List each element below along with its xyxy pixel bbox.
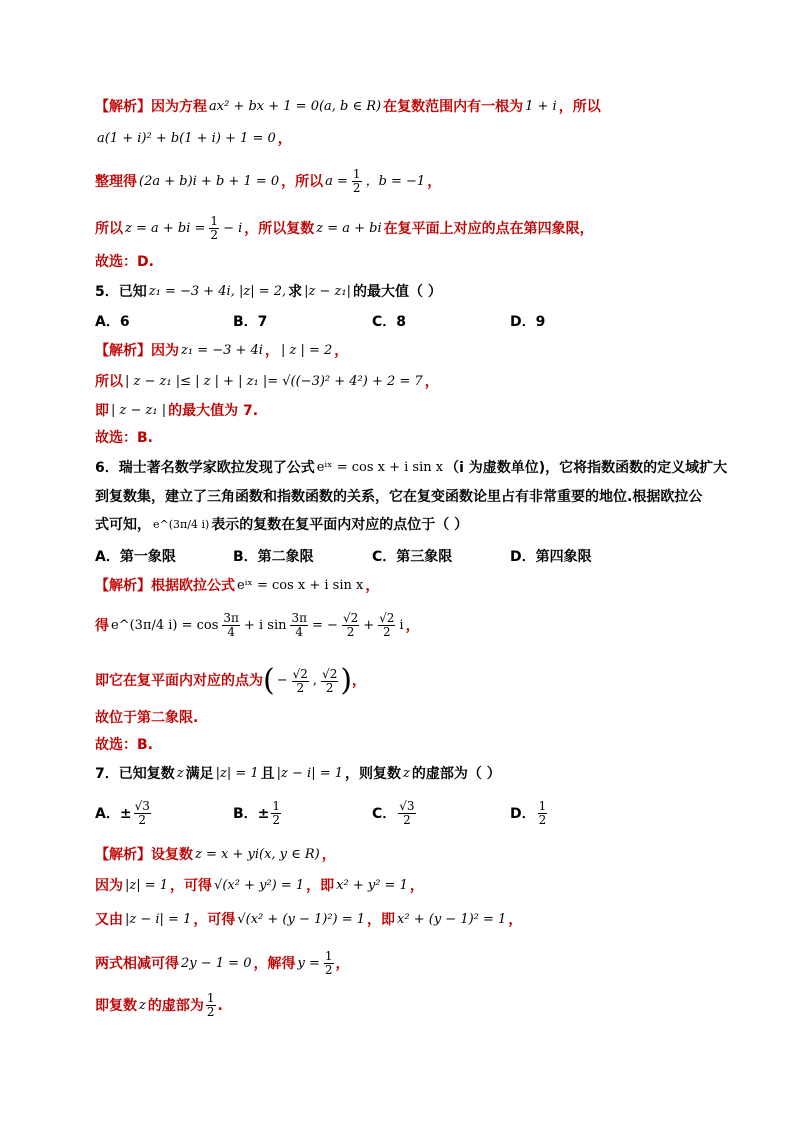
text: 设复数: [151, 847, 193, 863]
equation: |z| = 1: [125, 878, 169, 893]
question-7-options: [95, 800, 695, 832]
answer: 故选：D.: [95, 254, 154, 270]
equation: ，b = −1: [365, 173, 426, 189]
equation: eⁱˣ = cos x + i sin x: [237, 578, 364, 593]
left-paren: (: [263, 663, 275, 698]
question-5: [95, 282, 442, 302]
solution-line-3: [95, 168, 441, 195]
text: 7．已知复数: [95, 766, 175, 782]
solution-7-line-5: [95, 992, 223, 1019]
text: ，所以: [558, 99, 601, 115]
equation: |z − i| = 1: [276, 766, 344, 781]
fraction: $\frac{√3}{2}$: [399, 799, 415, 827]
equation: y =: [297, 955, 320, 971]
solution-6-line-1: [95, 576, 379, 596]
text: 因为方程: [151, 99, 207, 115]
fraction: $\frac{1}{2}$: [538, 799, 547, 827]
text: ，可得: [193, 912, 236, 928]
answer: 故选：B.: [95, 430, 153, 446]
text: 且: [260, 766, 275, 782]
text: 满足: [185, 766, 214, 782]
option-c[interactable]: C．第三象限: [372, 549, 453, 565]
equation: | z − z₁ |≤ | z | + | z₁ |= √((−3)² + 4²) + 2 = 7: [125, 374, 423, 389]
solution-7-line-3: [95, 910, 522, 930]
equation: z = a + bi =: [125, 220, 206, 236]
text: ，: [365, 578, 380, 594]
equation: ,: [312, 673, 318, 688]
equation: +: [363, 617, 375, 633]
text: ，: [352, 673, 367, 689]
option-c[interactable]: C． $\frac{√3}{2}$: [372, 799, 415, 827]
option-a[interactable]: A．第一象限: [95, 549, 176, 565]
text: 6．瑞士著名数学家欧拉发现了公式: [95, 460, 315, 476]
question-6-line-3: [95, 515, 468, 535]
solution-label: 【解析】: [95, 847, 151, 863]
solution-line-2: [95, 129, 292, 149]
text: ，: [508, 912, 523, 928]
text: ，即: [306, 878, 335, 894]
text: 因为: [95, 878, 123, 894]
text: ，则复数: [345, 766, 402, 782]
equation: z₁ = −3 + 4i: [181, 343, 263, 358]
fraction: $\frac{3\pi}{4}$: [223, 611, 239, 639]
text: 5．已知: [95, 284, 147, 300]
question-6-line-2: [95, 487, 702, 507]
equation: = −: [312, 617, 338, 633]
text: 所以: [95, 374, 123, 390]
equation: x² + (y − 1)² = 1: [397, 912, 507, 927]
text: 在复数范围内有一根为: [383, 99, 524, 115]
answer: 故选：B.: [95, 737, 153, 753]
equation: a =: [325, 173, 348, 189]
equation: 2y − 1 = 0: [181, 955, 252, 971]
text: ，: [321, 847, 336, 863]
equation: x² + y² = 1: [336, 878, 408, 893]
equation: | z | = 2: [280, 343, 333, 358]
fraction: $\frac{√2}{2}$: [322, 666, 338, 695]
option-a[interactable]: A．6: [95, 314, 130, 330]
solution-7-line-1: [95, 845, 336, 865]
equation: ax² + bx + 1 = 0(a, b ∈ R): [209, 99, 382, 114]
solution-7-line-4: [95, 950, 350, 977]
text: 的最大值为 7.: [168, 403, 259, 419]
answer-line: [95, 735, 153, 755]
text: 即: [95, 403, 109, 419]
option-a[interactable]: A．± $\frac{√3}{2}$: [95, 799, 150, 827]
text: 故位于第二象限.: [95, 710, 199, 726]
answer-line: [95, 428, 153, 448]
question-6-options: [95, 547, 695, 567]
equation: z = x + yi(x, y ∈ R): [195, 847, 320, 862]
text: 式可知，: [95, 517, 151, 533]
option-d[interactable]: D．9: [510, 314, 546, 330]
fraction: $\frac{√3}{2}$: [134, 799, 150, 827]
solution-6-line-2: [95, 612, 420, 639]
solution-5-line-3: [95, 401, 258, 421]
fraction: $\frac{1}{2}$: [206, 991, 215, 1019]
text: 两式相减可得: [95, 955, 179, 972]
text: 即复数: [95, 997, 137, 1014]
text: ，: [277, 131, 292, 147]
option-d[interactable]: D． $\frac{1}{2}$: [510, 799, 547, 827]
text: ，: [334, 343, 349, 359]
equation: e^(3π/4 i): [153, 518, 210, 531]
equation: z₁ = −3 + 4i, |z| = 2,: [148, 284, 287, 299]
equation: √(x² + (y − 1)²) = 1: [237, 912, 366, 927]
text: 因为: [151, 343, 179, 359]
fraction: $\frac{1}{2}$: [352, 167, 361, 195]
equation: − i: [223, 220, 243, 236]
solution-line-4: [95, 215, 594, 242]
question-6-line-1: [95, 458, 727, 478]
solution-label: 【解析】: [95, 343, 151, 359]
text: ，: [409, 878, 424, 894]
equation: |z − z₁|: [304, 284, 351, 299]
equation: z = a + bi: [316, 220, 382, 236]
variable: z: [403, 766, 410, 781]
text: .: [217, 997, 223, 1014]
text: 所以: [95, 220, 123, 237]
option-b[interactable]: B．第二象限: [233, 549, 314, 565]
equation: | z − z₁ |: [111, 403, 167, 418]
fraction: $\frac{√2}{2}$: [342, 611, 359, 639]
fraction: $\frac{√2}{2}$: [292, 666, 308, 695]
equation: √(x² + y²) = 1: [214, 878, 305, 893]
text: 在复平面上对应的点在第四象限，: [383, 220, 594, 237]
solution-6-line-4: [95, 708, 198, 728]
question-7: [95, 764, 501, 784]
equation: a(1 + i)² + b(1 + i) + 1 = 0: [97, 131, 276, 146]
equation: + i sin: [243, 617, 287, 633]
solution-label: 【解析】: [95, 99, 151, 115]
text: ，即: [367, 912, 396, 928]
text: 的虚部为: [147, 997, 204, 1014]
solution-6-line-3: [95, 663, 367, 698]
text: 得: [95, 617, 109, 634]
fraction: $\frac{1}{2}$: [210, 214, 219, 242]
text: ，: [424, 374, 439, 390]
solution-7-line-2: [95, 876, 424, 896]
option-b[interactable]: B．± $\frac{1}{2}$: [233, 799, 281, 827]
text: 整理得: [95, 173, 137, 190]
option-b[interactable]: B．7: [233, 314, 268, 330]
text: ，: [405, 617, 420, 634]
equation: i: [399, 617, 404, 633]
text: 到复数集，建立了三角函数和指数函数的关系，它在复变函数论里占有非常重要的地位.根据欧拉公: [95, 489, 703, 505]
text: 的最大值（ ）: [352, 284, 442, 300]
text: ，: [264, 343, 279, 359]
text: ，解得: [253, 955, 296, 972]
question-5-options: [95, 312, 695, 332]
text: ，所以复数: [244, 220, 315, 237]
text: 的虚部为（ ）: [411, 766, 501, 782]
equation: |z − i| = 1: [125, 912, 192, 927]
option-d[interactable]: D．第四象限: [510, 549, 592, 565]
text: 根据欧拉公式: [151, 578, 235, 594]
root: 1 + i: [525, 99, 557, 114]
text: ，可得: [170, 878, 213, 894]
variable: z: [176, 766, 184, 781]
text: ，所以: [281, 173, 324, 190]
variable: z: [139, 997, 146, 1013]
solution-label: 【解析】: [95, 578, 151, 594]
text: 即它在复平面内对应的点为: [95, 673, 263, 689]
fraction: $\frac{3\pi}{4}$: [291, 611, 308, 639]
solution-5-line-1: [95, 341, 348, 361]
equation: (2a + b)i + b + 1 = 0: [139, 173, 280, 189]
equation: |z| = 1: [215, 766, 259, 781]
text: 求: [288, 284, 303, 300]
right-paren: ): [340, 663, 353, 698]
solution-line-1: [95, 97, 601, 117]
text: ，: [335, 955, 350, 972]
fraction: $\frac{1}{2}$: [324, 949, 333, 977]
fraction: $\frac{1}{2}$: [272, 799, 281, 827]
equation: eⁱˣ = cos x + i sin x: [316, 460, 444, 475]
option-c[interactable]: C．8: [372, 314, 407, 330]
text: 表示的复数在复平面内对应的点位于（ ）: [211, 517, 469, 533]
text: （i 为虚数单位)，它将指数函数的定义域扩大: [445, 460, 728, 476]
text: ，: [427, 173, 442, 190]
text: 又由: [95, 912, 123, 928]
equation: −: [276, 673, 288, 688]
equation: e^(3π/4 i) = cos: [111, 617, 219, 633]
solution-5-line-2: [95, 372, 439, 392]
answer-line: [95, 252, 154, 272]
fraction: $\frac{√2}{2}$: [379, 611, 395, 639]
